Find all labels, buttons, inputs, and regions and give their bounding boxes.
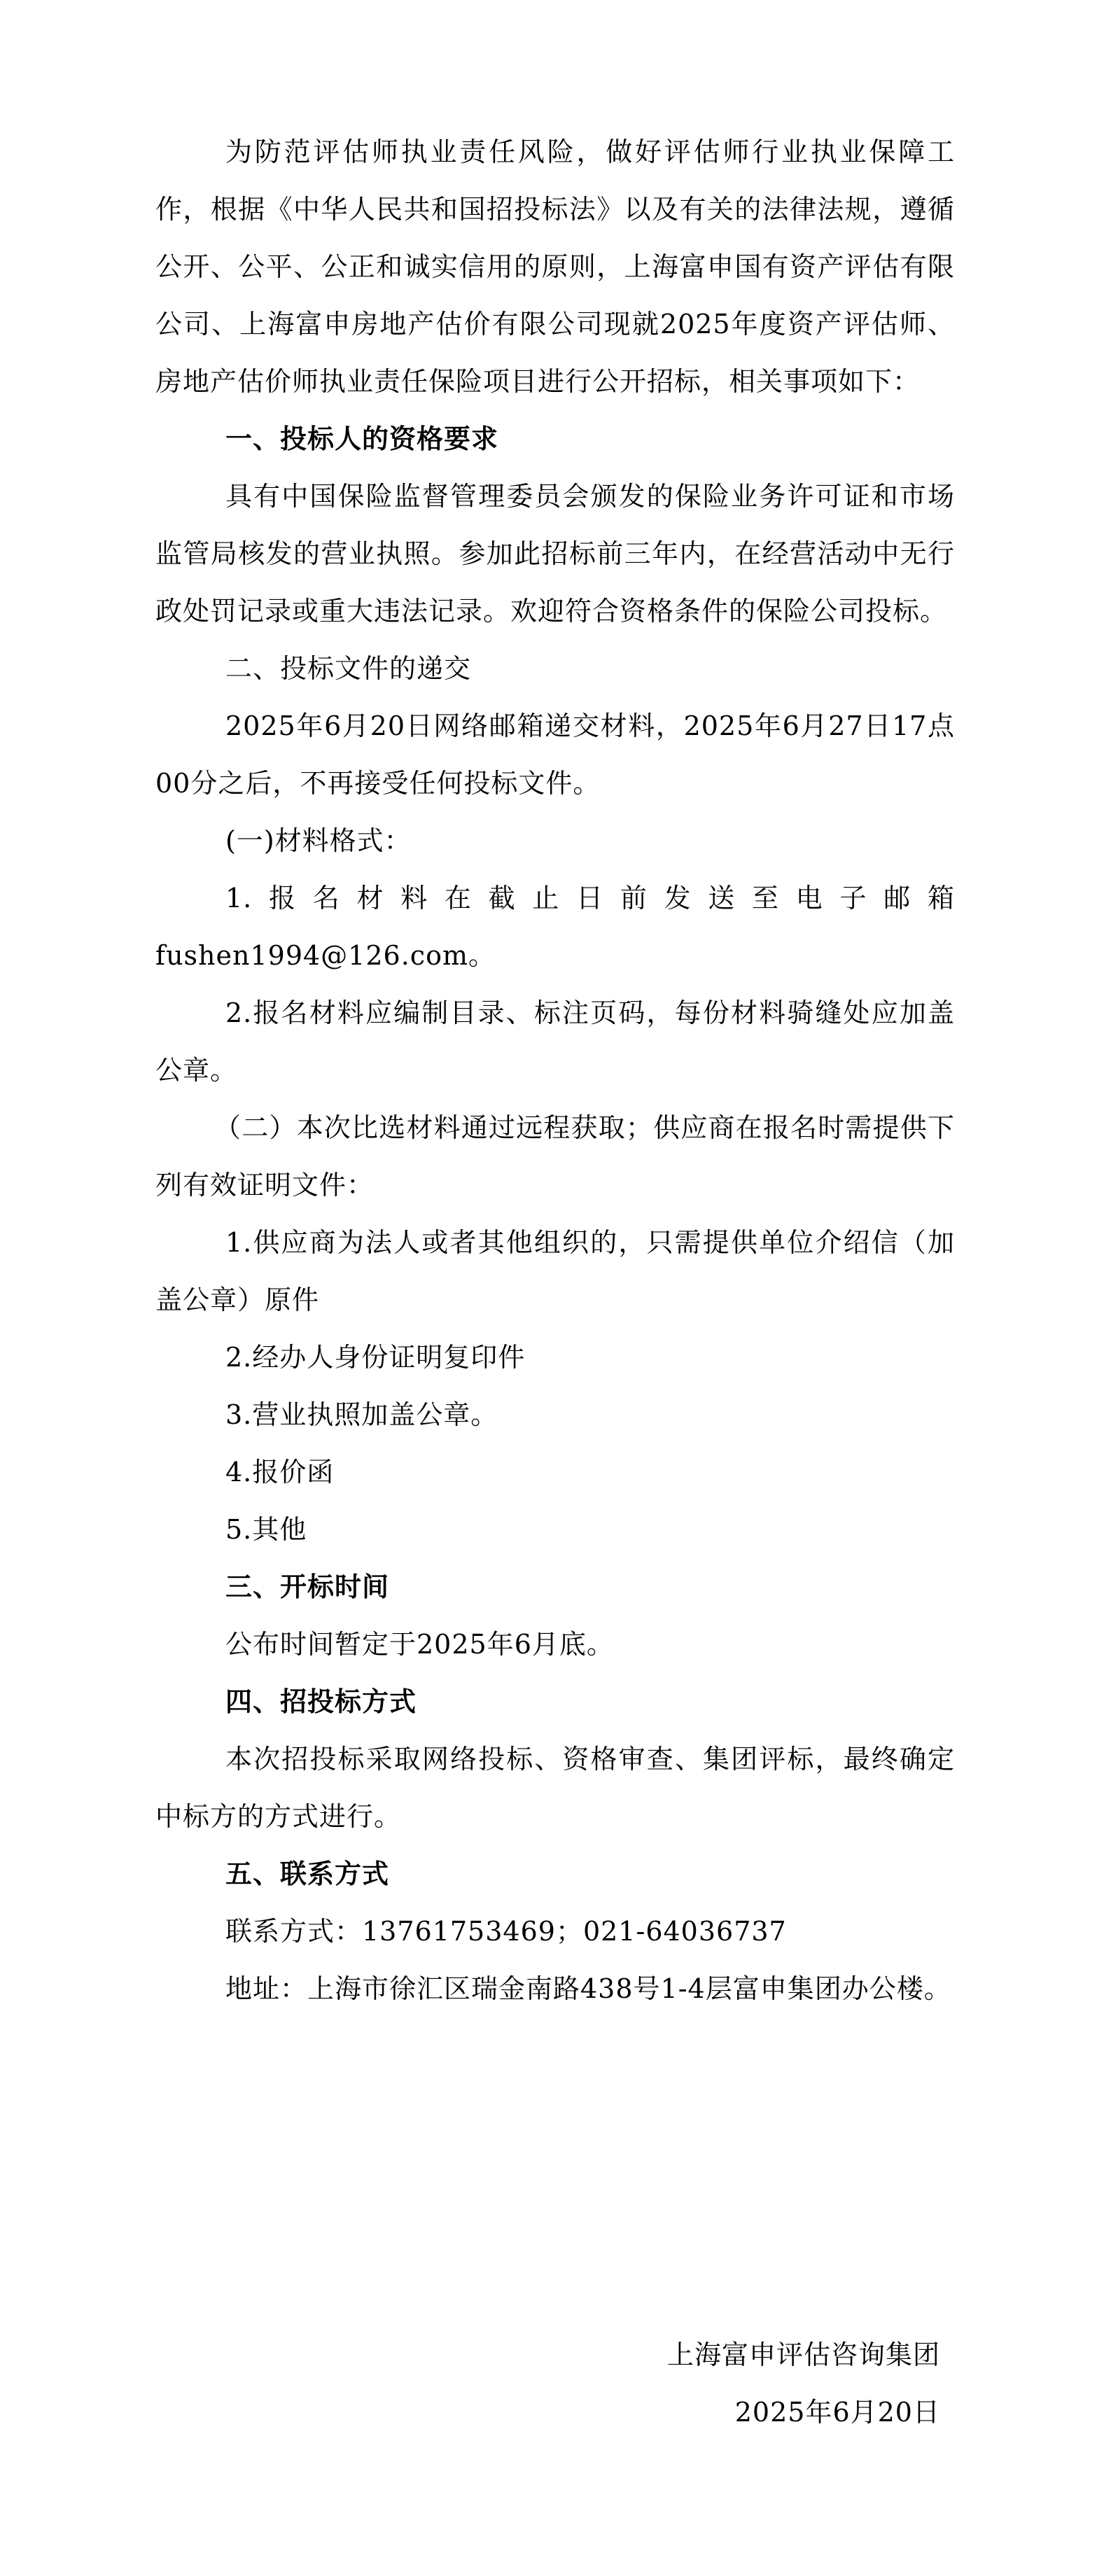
- section-4-body: 本次招投标采取网络投标、资格审查、集团评标，最终确定中标方的方式进行。: [155, 1744, 955, 1832]
- intro-paragraph: 为防范评估师执业责任风险，做好评估师行业执业保障工作，根据《中华人民共和国招投标法》以及有关的法律法规，遵循公开、公平、公正和诚实信用的原则，上海富申国有资产评估有限公司、上海富申房地产估价有限公司现就2025年度资产评估师、房地产估价师执业责任保险项目进行公开招标，相关事项如下：: [155, 136, 955, 397]
- section-2-sub-2-item-3: 3.营业执照加盖公章。: [225, 1399, 498, 1430]
- contact-phone: 联系方式：13761753469；021-64036737: [225, 1916, 787, 1947]
- section-2-sub-2-item-4: 4.报价函: [225, 1457, 335, 1488]
- section-2-sub-1-heading: (一)材料格式：: [225, 825, 412, 856]
- section-1-heading: 一、投标人的资格要求: [225, 423, 499, 454]
- section-5-heading: 五、联系方式: [225, 1858, 390, 1889]
- section-2-sub-1-item-2: 2.报名材料应编制目录、标注页码，每份材料骑缝处应加盖公章。: [155, 997, 955, 1086]
- signature-organization: 上海富申评估咨询集团: [666, 2339, 940, 2370]
- signature-date: 2025年6月20日: [734, 2397, 940, 2428]
- section-3-body: 公布时间暂定于2025年6月底。: [225, 1629, 614, 1660]
- section-4-heading: 四、招投标方式: [225, 1686, 417, 1717]
- section-2-sub-2-item-1: 1.供应商为法人或者其他组织的，只需提供单位介绍信（加盖公章）原件: [155, 1227, 955, 1315]
- section-2-body: 2025年6月20日网络邮箱递交材料，2025年6月27日17点00分之后，不再接受任何投标文件。: [155, 710, 955, 799]
- section-2-sub-2-heading: （二）本次比选材料通过远程获取；供应商在报名时需提供下列有效证明文件：: [155, 1112, 955, 1200]
- section-3-heading: 三、开标时间: [225, 1571, 390, 1602]
- section-1-body: 具有中国保险监督管理委员会颁发的保险业务许可证和市场监管局核发的营业执照。参加此招标前三年内，在经营活动中无行政处罚记录或重大违法记录。欢迎符合资格条件的保险公司投标。: [155, 481, 955, 626]
- section-2-sub-1-item-1: 1.报名材料在截止日前发送至电子邮箱fushen1994@126.com。: [155, 883, 955, 971]
- section-2-sub-2-item-5: 5.其他: [225, 1514, 307, 1545]
- section-2-sub-2-item-2: 2.经办人身份证明复印件: [225, 1342, 526, 1373]
- section-2-heading: 二、投标文件的递交: [225, 653, 472, 684]
- contact-address: 地址：上海市徐汇区瑞金南路438号1-4层富申集团办公楼。: [225, 1973, 951, 2004]
